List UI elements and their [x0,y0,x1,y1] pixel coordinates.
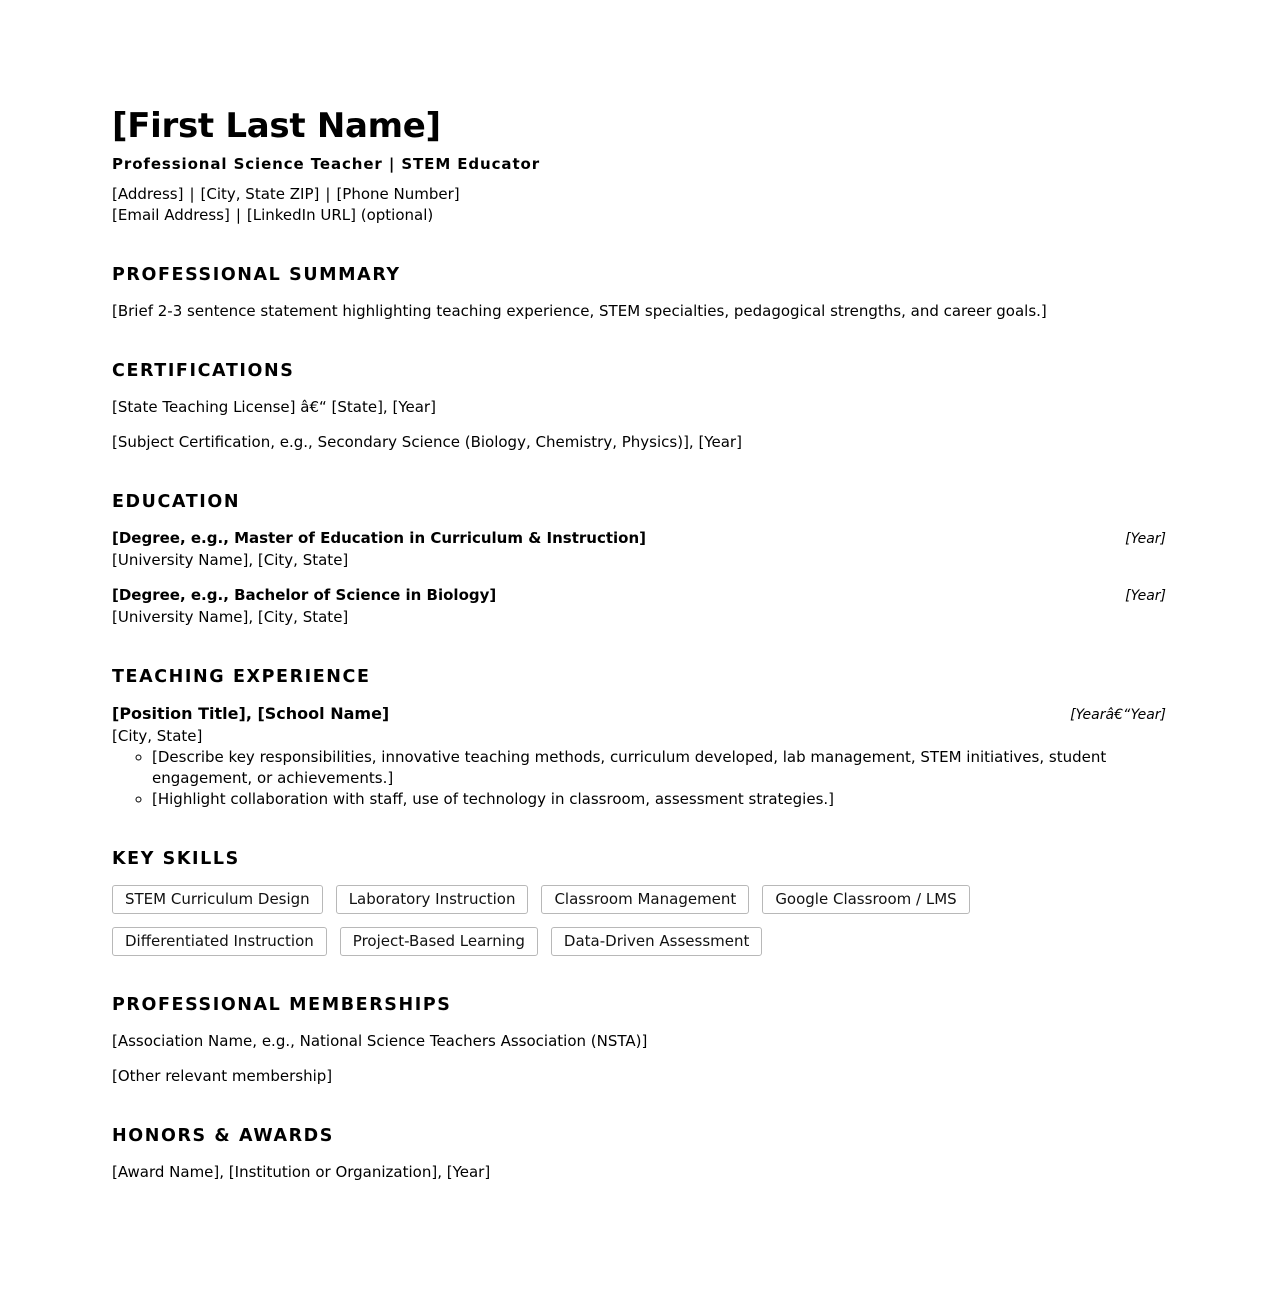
contact-line-1 [112,184,1166,205]
candidate-name: [First Last Name] [112,106,441,146]
skill-tag: Project-Based Learning [340,927,538,956]
experience-entry [112,703,1166,810]
education-entry [112,528,1166,571]
contact-phone: [Phone Number] [336,185,460,203]
degree-title: [Degree, e.g., Bachelor of Science in Biology] [112,586,497,604]
section-honors-awards [112,1124,1166,1183]
experience-location: [City, State] [112,727,203,745]
degree-title: [Degree, e.g., Master of Education in Curriculum & Instruction] [112,529,646,547]
contact-linkedin: [LinkedIn URL] (optional) [246,206,434,224]
contact-separator: | [235,206,241,224]
section-title: HONORS & AWARDS [112,1126,334,1146]
section-teaching-experience [112,665,1166,810]
contact-line-2 [112,205,1166,226]
skill-tag: Classroom Management [541,885,749,914]
school-info: [University Name], [City, State] [112,608,349,626]
section-education [112,490,1166,628]
contact-info [112,184,1166,226]
section-title: PROFESSIONAL SUMMARY [112,265,401,285]
position-title: [Position Title], [School Name] [112,704,390,723]
responsibility-item: ◦ [Describe key responsibilities, innovative teaching methods, curriculum developed, lab management, STEM initiatives, student engagement, or achievements.] [152,747,1166,789]
degree-year: [Year] [1125,531,1166,547]
certification-item: [State Teaching License] â€“ [State], [Year] [112,398,436,416]
membership-item: [Association Name, e.g., National Science Teachers Association (NSTA)] [112,1032,648,1050]
section-title: CERTIFICATIONS [112,361,295,381]
experience-entry-header [112,703,1166,726]
employment-dates: [Yearâ€“Year] [1070,707,1166,723]
contact-address: [Address] [112,185,184,203]
education-entry [112,585,1166,628]
contact-separator: | [325,185,331,203]
section-professional-memberships [112,993,1166,1087]
skill-tag: Google Classroom / LMS [762,885,969,914]
resume-header [112,104,1166,226]
skill-tag: Laboratory Instruction [336,885,529,914]
skill-tag-list [112,885,1166,956]
skill-tag: Differentiated Instruction [112,927,327,956]
section-professional-summary [112,263,1166,322]
education-entry-header [112,528,1166,550]
contact-email: [Email Address] [112,206,230,224]
section-title: TEACHING EXPERIENCE [112,667,371,687]
skill-tag: Data-Driven Assessment [551,927,762,956]
award-item: [Award Name], [Institution or Organization], [Year] [112,1163,491,1181]
section-title: PROFESSIONAL MEMBERSHIPS [112,995,452,1015]
section-title: EDUCATION [112,492,241,512]
contact-separator: | [189,185,195,203]
responsibility-list [112,747,1166,810]
degree-year: [Year] [1125,588,1166,604]
professional-tagline: Professional Science Teacher | STEM Educator [112,155,541,173]
contact-city-state-zip: [City, State ZIP] [200,185,320,203]
certification-item: [Subject Certification, e.g., Secondary Science (Biology, Chemistry, Physics)], [Year] [112,433,742,451]
section-certifications [112,359,1166,453]
section-key-skills [112,847,1166,956]
membership-item: [Other relevant membership] [112,1067,333,1085]
section-title: KEY SKILLS [112,849,240,869]
education-entry-header [112,585,1166,607]
summary-text: [Brief 2-3 sentence statement highlighting teaching experience, STEM specialties, pedagogical strengths, and career goals.] [112,302,1047,320]
skill-tag: STEM Curriculum Design [112,885,323,914]
responsibility-item: ◦ [Highlight collaboration with staff, use of technology in classroom, assessment strategies.] [152,789,1166,810]
school-info: [University Name], [City, State] [112,551,349,569]
